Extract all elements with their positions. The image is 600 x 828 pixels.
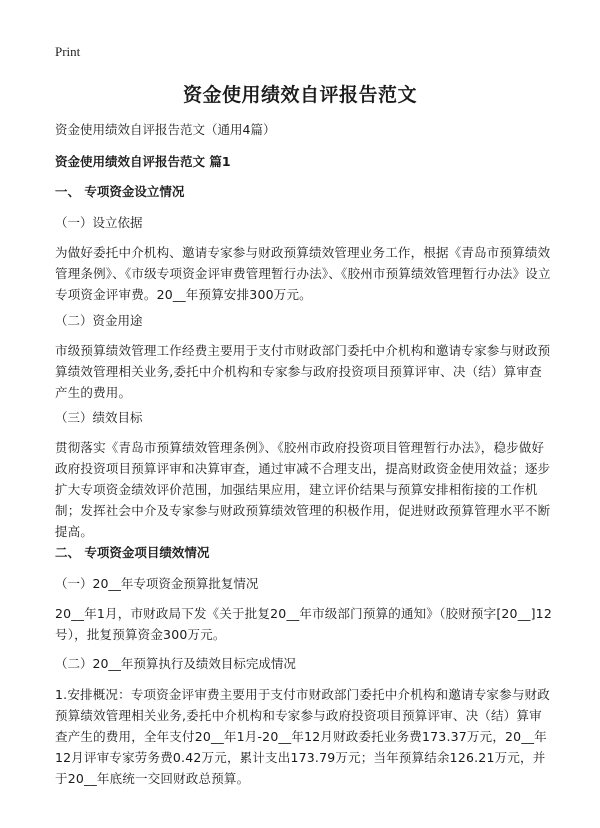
print-label: Print	[55, 44, 81, 59]
section2-sub2-heading: （二）20__年预算执行及绩效目标完成情况	[55, 656, 296, 671]
section2-sub2-paragraph: 1.安排概况：专项资金评审费主要用于支付市财政部门委托中介机构和邀请专家参与财政预算绩效管理相关业务,委托中介机构和专家参与政府投资项目预算评审、决（结）算审查产生的费用，全年支付20__年1月-20__年12月财政委托业务费173.37万元，20__年12月评审专家劳务费0.42万元，累计支出173.79万元；当年预算结余126.21万元，并于20__年底统一交回财政总预算。	[55, 687, 550, 786]
article-heading: 资金使用绩效自评报告范文 篇1	[55, 154, 231, 169]
section1-sub1-heading: （一）设立依据	[55, 215, 143, 230]
section1-sub3-heading: （三）绩效目标	[55, 410, 143, 425]
section1-sub2-heading: （二）资金用途	[55, 313, 143, 328]
section1-heading: 一、 专项资金设立情况	[55, 184, 185, 199]
section1-sub1-paragraph: 为做好委托中介机构、邀请专家参与财政预算绩效管理业务工作，根据《青岛市预算绩效管理条例》、《市级专项资金评审费管理暂行办法》、《胶州市预算绩效管理暂行办法》设立专项资金评审费。20__年预算安排300万元。	[55, 245, 551, 302]
section2-heading: 二、 专项资金项目绩效情况	[55, 545, 210, 560]
section2-sub1-paragraph: 20__年1月，市财政局下发《关于批复20__年市级部门预算的通知》（胶财预字[20__]12号），批复预算资金300万元。	[55, 606, 552, 642]
subtitle: 资金使用绩效自评报告范文（通用4篇）	[55, 122, 276, 137]
section1-sub2-paragraph: 市级预算绩效管理工作经费主要用于支付市财政部门委托中介机构和邀请专家参与财政预算绩效管理相关业务,委托中介机构和专家参与政府投资项目预算评审、决（结）算审查产生的费用。	[55, 343, 551, 400]
section2-sub1-heading: （一）20__年专项资金预算批复情况	[55, 576, 259, 591]
section1-sub3-paragraph: 贯彻落实《青岛市预算绩效管理条例》、《胶州市政府投资项目管理暂行办法》，稳步做好政府投资项目预算评审和决算审查，通过审减不合理支出，提高财政资金使用效益；逐步扩大专项资金绩效评价范围，加强结果应用，建立评价结果与预算安排相衔接的工作机制；发挥社会中介及专家参与财政预算绩效管理的积极作用，促进财政预算管理水平不断提高。	[55, 440, 551, 539]
page-title: 资金使用绩效自评报告范文	[182, 84, 417, 106]
